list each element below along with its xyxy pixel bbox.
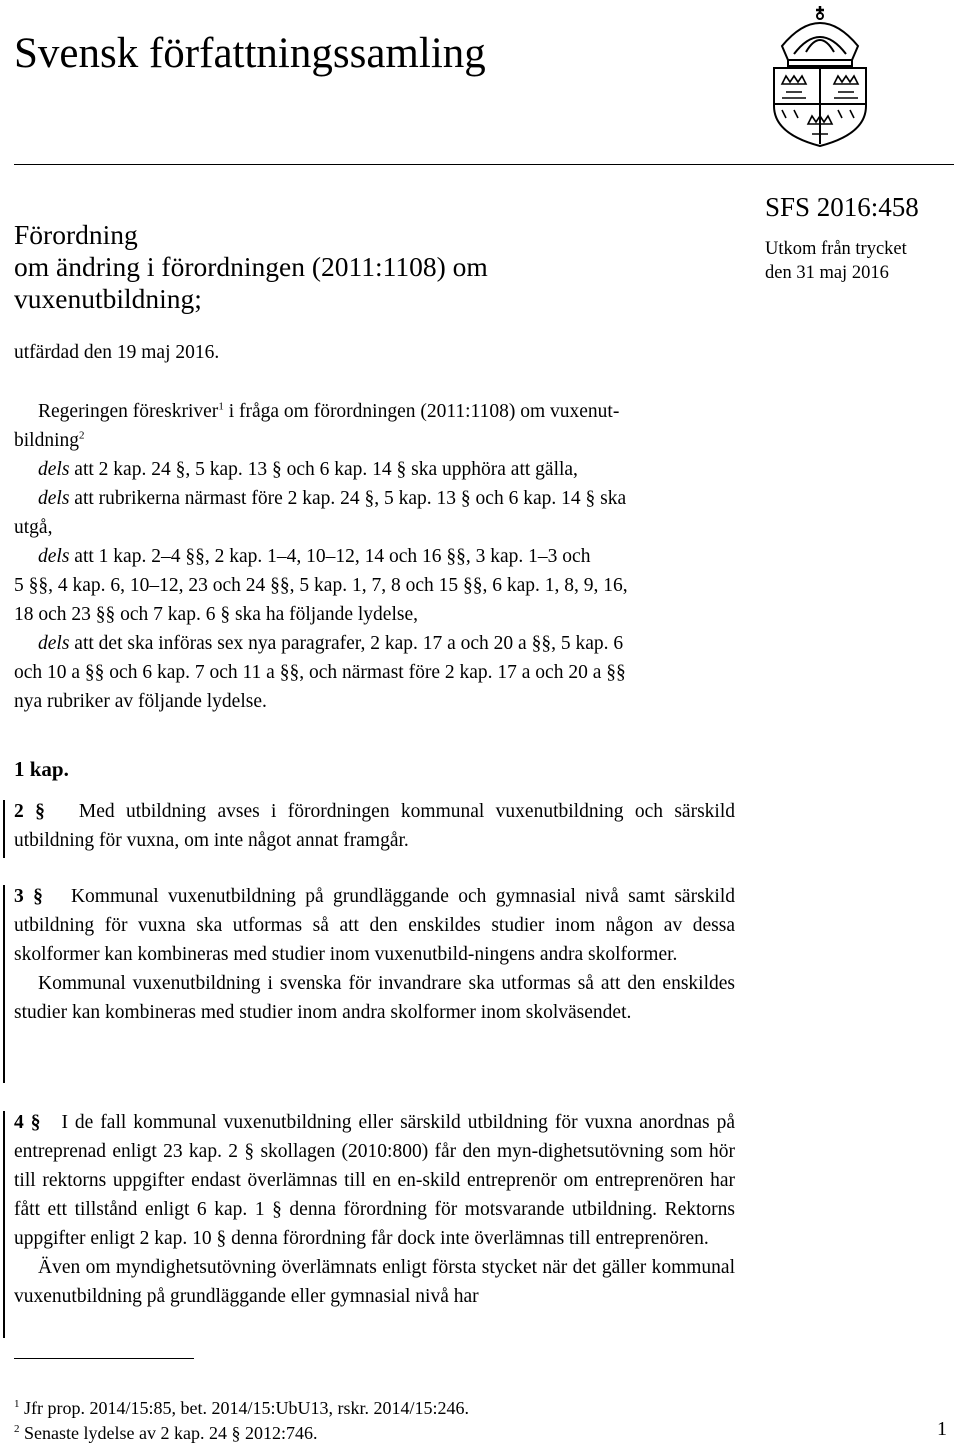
sfs-number: SFS 2016:458 [765,192,919,222]
chapter-heading: 1 kap. [14,757,69,781]
section-number: 2 § [14,801,45,822]
preamble-text: i fråga om förordningen (2011:1108) om vuxenut- [223,401,620,422]
dels-clause [14,455,735,484]
section-paragraph [14,1253,735,1311]
section-number: 3 § [14,886,43,907]
published-line-2: den 31 maj 2016 [765,263,889,283]
dels-word: dels [38,459,70,480]
clause-continuation: och 10 a §§ och 6 kap. 7 och 11 a §§, och närmast före 2 kap. 17 a och 20 a §§ [14,662,626,683]
section-paragraph [14,969,735,1027]
header-rule [14,164,954,165]
dels-word: dels [38,488,70,509]
issued-date: utfärdad den 19 maj 2016. [14,342,220,363]
dels-word: dels [38,546,70,567]
swedish-three-crowns-emblem-icon [760,2,880,148]
clause-continuation: utgå, [14,517,53,538]
preamble-text: bildning [14,430,80,451]
preamble [14,397,735,716]
clause-continuation: 18 och 23 §§ och 7 kap. 6 § ska ha följande lydelse, [14,604,418,625]
section-text: I de fall kommunal vuxenutbildning eller särskild utbildning för vuxna anordnas på entreprenad enligt 23 kap. 2 § skollagen (2010:800) får den myn-dighetsutövning som hör till rektorns uppgifter endast överlämnas till en en-skild entreprenör om entreprenören har fått ett tillstånd enligt 6 kap. 1 § denna förordning för motsvarande utbildning. Rektorns uppgifter enligt 2 kap. 10 § denna förordning får dock inte överlämnas till entreprenören. [14,1112,736,1249]
preamble-line [14,426,735,455]
footnotes [14,1396,814,1446]
dels-clause [14,629,735,658]
collection-title: Svensk författningssamling [14,30,486,77]
footnote-ref[interactable]: 2 [79,429,85,442]
section-paragraph [14,797,735,855]
footnote-text: Senaste lydelse av 2 kap. 24 § 2012:746. [19,1423,318,1443]
clause-text: att 1 kap. 2–4 §§, 2 kap. 1–4, 10–12, 14 och 16 §§, 3 kap. 1–3 och [69,546,591,567]
clause-text: att 2 kap. 24 §, 5 kap. 13 § och 6 kap. 14 § ska upphöra att gälla, [69,459,578,480]
section-paragraph [14,1108,735,1253]
heading-line-3: vuxenutbildning; [14,283,202,314]
change-bar [3,885,5,1083]
dels-clause [14,542,735,571]
section-number: 4 § [14,1112,41,1133]
section-paragraph [14,882,735,969]
publication-info [765,237,907,285]
section-3 [14,882,735,1027]
footnote-mark: 2 [14,1423,20,1435]
section-2 [14,797,735,855]
section-text: Även om myndighetsutövning överlämnats enligt första stycket när det gäller kommunal vuxenutbildning på grundläggande eller gymnasial nivå har [14,1257,735,1307]
published-line-1: Utkom från trycket [765,239,907,259]
footnote-rule [14,1358,194,1359]
footnote [14,1396,814,1421]
preamble-text: Regeringen föreskriver [38,401,219,422]
change-bar [3,1111,5,1338]
heading-line-1: Förordning [14,219,138,250]
section-4 [14,1108,735,1311]
clause-continuation: 5 §§, 4 kap. 6, 10–12, 23 och 24 §§, 5 kap. 1, 7, 8 och 15 §§, 6 kap. 1, 8, 9, 16, [14,575,628,596]
dels-word: dels [38,633,70,654]
heading-line-2: om ändring i förordningen (2011:1108) om [14,251,488,282]
clause-text: att det ska införas sex nya paragrafer, 2 kap. 17 a och 20 a §§, 5 kap. 6 [69,633,624,654]
section-text: Med utbildning avses i förordningen kommunal vuxenutbildning och särskild utbildning för vuxna, om inte något annat framgår. [14,801,735,851]
footnote [14,1421,814,1446]
clause-continuation: nya rubriker av följande lydelse. [14,691,267,712]
footnote-text: Jfr prop. 2014/15:85, bet. 2014/15:UbU13, rskr. 2014/15:246. [19,1398,469,1418]
preamble-line [14,397,735,426]
footnote-ref[interactable]: 1 [218,400,224,413]
footnote-mark: 1 [14,1398,20,1410]
section-text: Kommunal vuxenutbildning i svenska för invandrare ska utformas så att den enskildes studier kan kombineras med studier inom andra skolformer inom skolväsendet. [14,973,735,1023]
clause-text: att rubrikerna närmast före 2 kap. 24 §, 5 kap. 13 § och 6 kap. 14 § ska [69,488,627,509]
dels-clause [14,484,735,513]
page-number: 1 [937,1418,947,1440]
document-heading [14,219,488,315]
change-bar [3,800,5,858]
section-text: Kommunal vuxenutbildning på grundläggande och gymnasial nivå samt särskild utbildning för vuxna ska utformas så att den enskildes studier inom någon av dessa skolformer kan kombineras med studier inom vuxenutbild-ningens andra skolformer. [14,886,736,965]
